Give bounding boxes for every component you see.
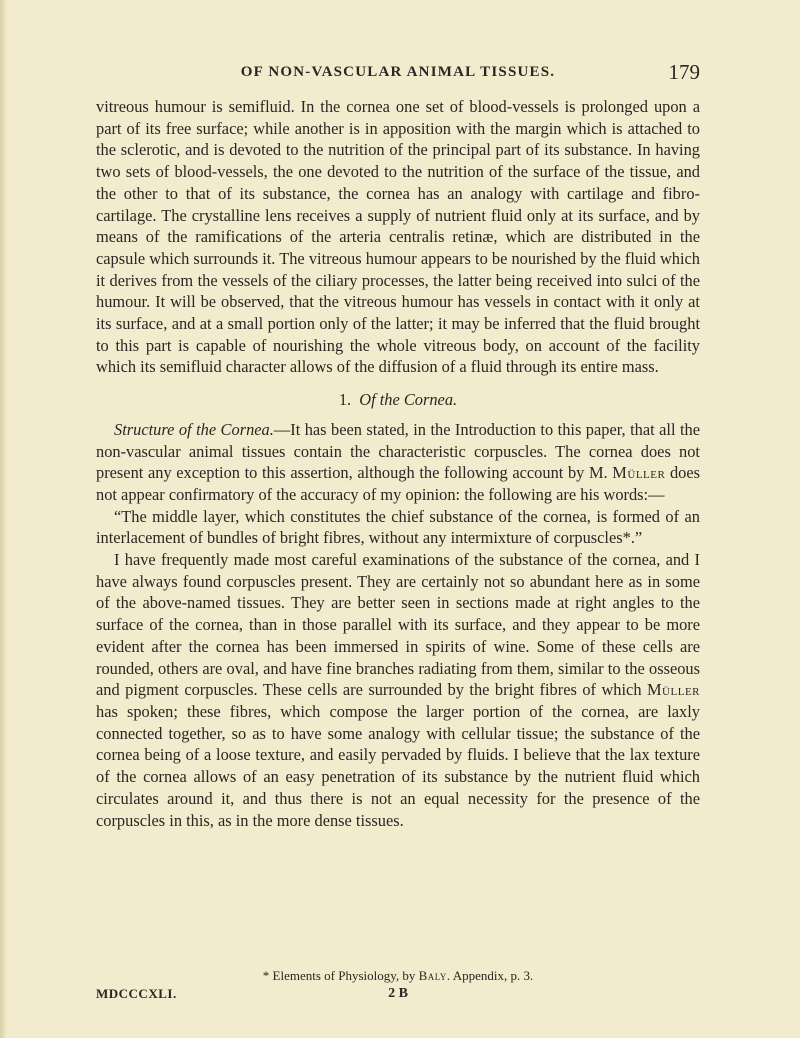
footnote-author: Baly: [418, 968, 447, 983]
page-number: 179: [668, 60, 700, 84]
footnote-text: * Elements of Physiology, by: [262, 968, 419, 983]
signature-line: [96, 986, 700, 1006]
paragraph-text: has spoken; these fibres, which compose the larger portion of the cornea, are laxly connected together, so as to have some analogy with cellular tissue; the substance of the cornea being of a loose texture, and easily pervaded by fluids. I believe that the lax texture of the cornea allows of an easy penetration of its substance by the nutrient fluid which circulates around it, and thus there is not an equal necessity for the presence of the corpuscles in this, as in the more dense tissues.: [96, 701, 700, 830]
paragraph-text: I have frequently made most careful examinations of the substance of the cornea, and I have always found corpuscles present. They are certainly not so abundant here as in some of the above-named tissues. They are better seen in sections made at right angles to the surface of the cornea, than in those parallel with its surface, and they appear to be more evident after the cornea has been immersed in spirits of wine. Some of these cells are rounded, others are oval, and have fine branches radiating from them, similar to the osseous and pigment corpuscles. These cells are surrounded by the bright fibres of which: [96, 550, 700, 700]
section-number: 1.: [338, 390, 352, 410]
paragraph-text: —It has been stated, in the Introduction to this paper, that all the non-vascular animal tissues contain the characteristic corpuscles. The cornea does not present any exception to this assertion, although the following account by M.: [96, 419, 701, 483]
paragraph: vitreous humour is semifluid. In the cornea one set of blood-vessels is prolonged upon a part of its free surface; while another is in apposition with the margin which is attached to the sclerotic, and is devoted to the nutrition of the principal part of its substance. In having two sets of blood-vessels, the one devoted to the nutrition of the surface of the tissue, and the other to that of its substance, the cornea has an analogy with cartilage and fibro-cartilage. The crystalline lens receives a supply of nutrient fluid only at its surface, and by means of the ramifications of the arteria centralis retinæ, which are distributed in the capsule which surrounds it. The vitreous humour appears to be nourished by the fluid which it derives from the vessels of the ciliary processes, the latter being received into sulci of the humour. It will be observed, that the vitreous humour has vessels in contact with it only at its surface, and at a small portion only of the latter; it may be inferred that the fluid brought to this part is capable of nourishing the whole vitreous body, on account of the facility which its semifluid character allows of the diffusion of a fluid through its entire mass.: [96, 97, 700, 377]
run-in-heading: Structure of the Cornea.: [114, 419, 274, 439]
footnote: [96, 968, 700, 984]
paragraph: [96, 549, 700, 831]
signature-mark: 2 B: [388, 986, 408, 1001]
body-text: [96, 96, 700, 831]
author-name: Müller: [646, 680, 700, 700]
paragraph-text: does not appear confirmatory of the accuracy of my opinion: the following are his words:—: [96, 463, 700, 504]
footnote-text: . Appendix, p. 3.: [446, 968, 534, 983]
running-header: [96, 60, 700, 84]
section-heading: [96, 389, 700, 411]
block-quote: “The middle layer, which constitutes the chief substance of the cornea, is formed of an interlacement of bundles of bright fibres, without any intermixture of corpuscles*.”: [96, 506, 700, 548]
author-name: Müller: [612, 463, 666, 483]
section-title: Of the Cornea.: [359, 390, 458, 410]
page-edge: [0, 0, 6, 1038]
running-title: OF NON-VASCULAR ANIMAL TISSUES.: [240, 64, 556, 80]
volume-year: MDCCCXLI.: [96, 986, 177, 1001]
paragraph: [96, 419, 700, 506]
